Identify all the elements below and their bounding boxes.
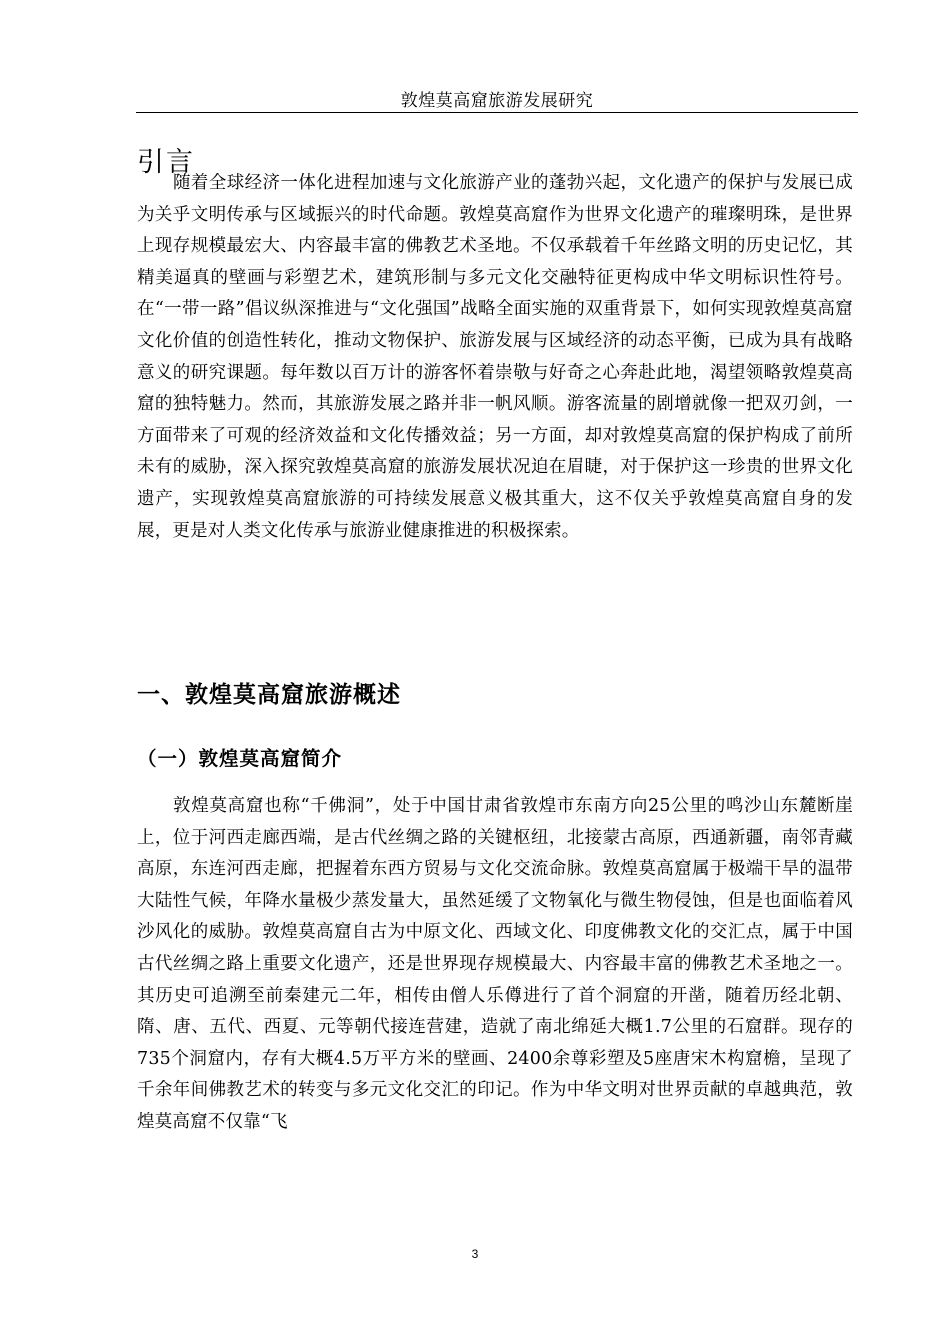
header-rule bbox=[136, 112, 858, 113]
running-header: 敦煌莫高窟旅游发展研究 bbox=[400, 91, 594, 111]
subsection-1-heading: （一）敦煌莫高窟简介 bbox=[137, 747, 343, 770]
intro-paragraph: 随着全球经济一体化进程加速与文化旅游产业的蓬勃兴起，文化遗产的保护与发展已成为关乎文明传承与区域振兴的时代命题。敦煌莫高窟作为世界文化遗产的璀璨明珠，是世界上现存规模最宏大、内容最丰富的佛教艺术圣地。不仅承载着千年丝路文明的历史记忆，其精美逼真的壁画与彩塑艺术，建筑形制与多元文化交融特征更构成中华文明标识性符号。在“一带一路”倡议纵深推进与“文化强国”战略全面实施的双重背景下，如何实现敦煌莫高窟文化价值的创造性转化，推动文物保护、旅游发展与区域经济的动态平衡，已成为具有战略意义的研究课题。每年数以百万计的游客怀着崇敬与好奇之心奔赴此地，渴望领略敦煌莫高窟的独特魅力。然而，其旅游发展之路并非一帆风顺。游客流量的剧增就像一把双刃剑，一方面带来了可观的经济效益和文化传播效益；另一方面，却对敦煌莫高窟的保护构成了前所未有的威胁，深入探究敦煌莫高窟的旅游发展状况迫在眉睫，对于保护这一珍贵的世界文化遗产，实现敦煌莫高窟旅游的可持续发展意义极其重大，这不仅关乎敦煌莫高窟自身的发展，更是对人类文化传承与旅游业健康推进的积极探索。 bbox=[137, 173, 853, 541]
page-number: 3 bbox=[471, 1247, 479, 1261]
subsection-1-paragraph: 敦煌莫高窟也称“千佛洞”，处于中国甘肃省敦煌市东南方向25公里的鸣沙山东麓断崖上，位于河西走廊西端，是古代丝绸之路的关键枢纽，北接蒙古高原，西通新疆，南邻青藏高原，东连河西走廊，把握着东西方贸易与文化交流命脉。敦煌莫高窟属于极端干旱的温带大陆性气候，年降水量极少蒸发量大，虽然延缓了文物氧化与微生物侵蚀，但是也面临着风沙风化的威胁。敦煌莫高窟自古为中原文化、西域文化、印度佛教文化的交汇点，属于中国古代丝绸之路上重要文化遗产，还是世界现存规模最大、内容最丰富的佛教艺术圣地之一。其历史可追溯至前秦建元二年，相传由僧人乐僔进行了首个洞窟的开凿，随着历经北朝、隋、唐、五代、西夏、元等朝代接连营建，造就了南北绵延大概1.7公里的石窟群。现存的735个洞窟内，存有大概4.5万平方米的壁画、2400余尊彩塑及5座唐宋木构窟檐，呈现了千余年间佛教艺术的转变与多元文化交汇的印记。作为中华文明对世界贡献的卓越典范，敦煌莫高窟不仅靠“飞 bbox=[137, 796, 853, 1132]
intro-heading: 引言 bbox=[137, 147, 195, 178]
section-1-heading: 一、敦煌莫高窟旅游概述 bbox=[137, 682, 401, 708]
